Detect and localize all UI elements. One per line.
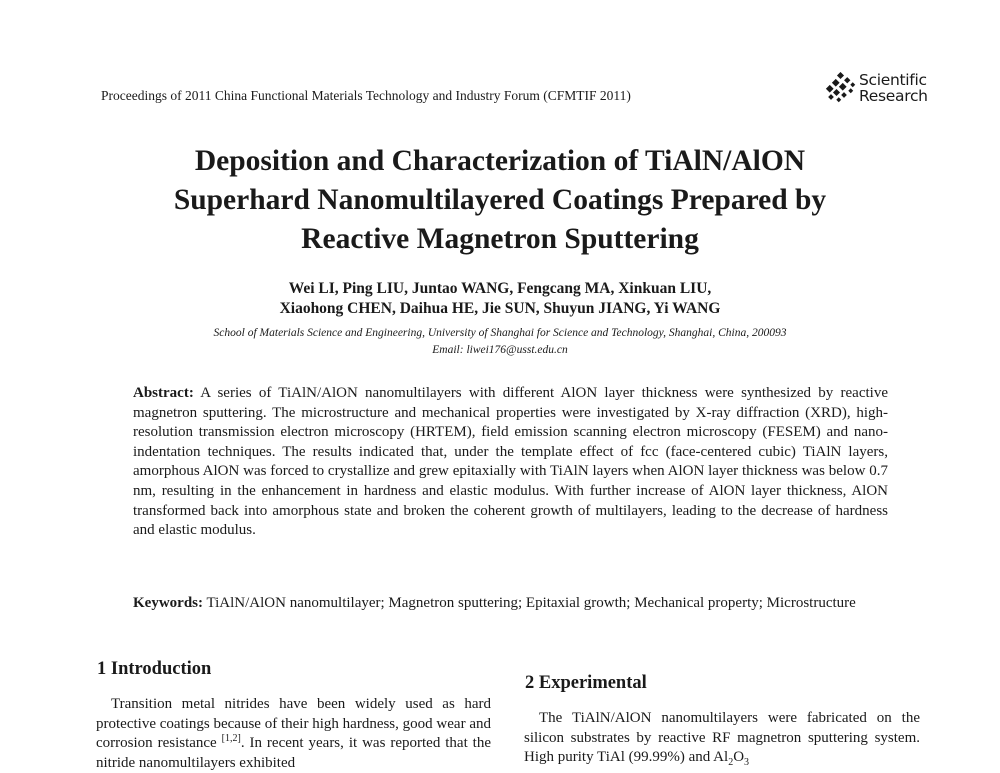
logo-text: [859, 72, 928, 104]
section-heading-experimental: 2 Experimental: [525, 673, 647, 693]
citation-1-2[interactable]: [1,2]: [221, 733, 241, 745]
email-line: [100, 344, 900, 356]
section-heading-introduction: 1 Introduction: [97, 659, 212, 679]
publisher-logo: [824, 72, 928, 104]
abstract: [133, 384, 888, 541]
keywords-label: Keywords:: [133, 595, 203, 611]
diamond-cluster-icon: [824, 72, 856, 104]
author-list: [100, 279, 900, 319]
email-address[interactable]: liwei176@usst.edu.cn: [466, 344, 568, 356]
authors-line-2: Xiaohong CHEN, Daihua HE, Jie SUN, Shuyun JIANG, Yi WANG: [279, 300, 721, 317]
proceedings-header: Proceedings of 2011 China Functional Materials Technology and Industry Forum (CFMTIF 2011): [101, 88, 631, 103]
logo-line-research: Research: [859, 87, 928, 105]
keywords-text: TiAlN/AlON nanomultilayer; Magnetron sputtering; Epitaxial growth; Mechanical property; Microstructure: [206, 595, 856, 611]
experimental-paragraph: [524, 709, 920, 768]
logo-line-scientific: Scientific: [859, 71, 927, 89]
abstract-text: A series of TiAlN/AlON nanomultilayers with different AlON layer thickness were synthesized by reactive magnetron sputtering. The microstructure and mechanical properties were investigated by X-ray diffraction (XRD), high-resolution transmission electron microscopy (HRTEM), field emission scanning electron microscopy (FESEM) and nano-indentation techniques. The results indicated that, under the template effect of fcc (face-centered cubic) TiAlN layers, amorphous AlON was forced to crystallize and grew epitaxially with TiAlN layers when AlON layer thickness was below 0.7 nm, resulting in the enhancement in hardness and elastic modulus. With further increase of AlON layer thickness, AlON transformed back into amorphous state and broken the coherent growth of multilayers, leading to the decrease of hardness and elastic modulus.: [133, 385, 888, 539]
keywords: [133, 594, 888, 614]
intro-text-part-2: . In recent years, it was reported that the nitride nanomultilayers exhibited: [96, 735, 491, 771]
title-line-2: Superhard Nanomultilayered Coatings Prepared by: [173, 184, 827, 216]
authors-line-1: Wei LI, Ping LIU, Juntao WANG, Fengcang MA, Xinkuan LIU,: [288, 280, 712, 297]
email-label: Email:: [432, 344, 464, 356]
introduction-paragraph: [96, 695, 491, 773]
affiliation: School of Materials Science and Engineering, University of Shanghai for Science and Technology, Shanghai, China, 200093: [213, 327, 787, 339]
subscript-2: 2: [728, 757, 734, 769]
title-line-3: Reactive Magnetron Sputtering: [301, 223, 699, 255]
intro-text-part-1: Transition metal nitrides have been widely used as hard protective coatings because of their high hardness, good wear and corrosion resistance: [96, 696, 491, 752]
paper-title: [100, 142, 900, 259]
abstract-label: Abstract:: [133, 385, 194, 401]
experimental-text-end: O: [733, 749, 745, 766]
title-line-1: Deposition and Characterization of TiAlN/AlON: [194, 145, 806, 177]
experimental-text: The TiAlN/AlON nanomultilayers were fabricated on the silicon substrates by reactive RF magnetron sputtering system. High purity TiAl (99.99%) and Al: [524, 710, 920, 766]
subscript-3: 3: [744, 757, 750, 769]
